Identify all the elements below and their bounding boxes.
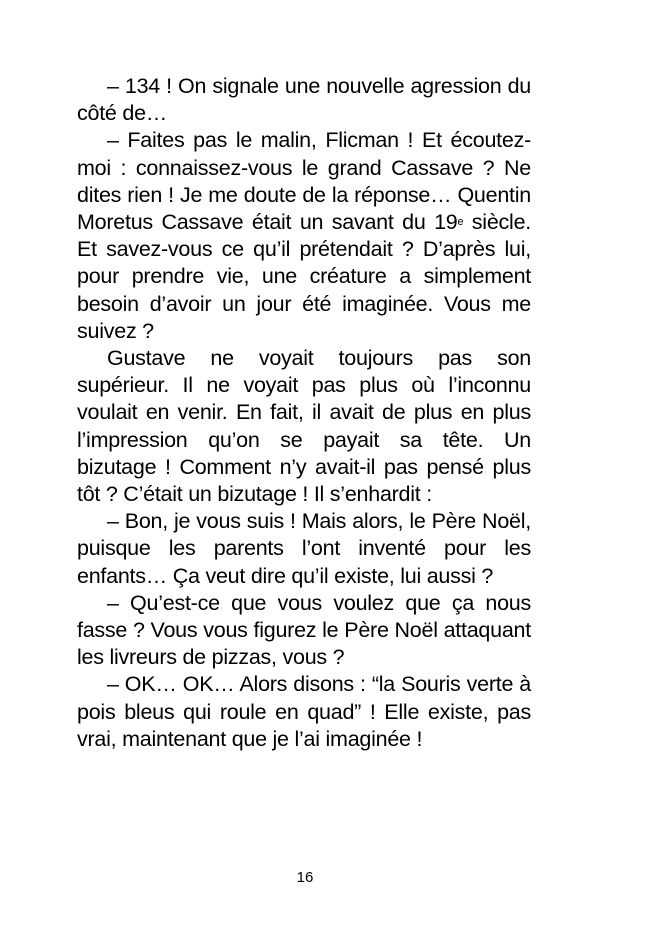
paragraph-6: – OK… OK… Alors disons : “la Souris verte à pois bleus qui roule en quad” ! Elle existe, pas vrai, maintenant que je l’ai imaginée ! xyxy=(77,672,531,751)
paragraph-2 xyxy=(77,127,531,345)
body-text xyxy=(77,73,531,753)
paragraph-1: – 134 ! On signale une nouvelle agression du côté de… xyxy=(77,74,531,126)
paragraph-2-start: – Faites pas le malin, Flicman ! Et écoutez-moi : connaissez-vous le grand Cassave ? Ne dites rien ! Je me doute de la réponse… Quentin Moretus Cassave était un savant du 19 xyxy=(77,128,531,235)
paragraph-5: – Qu’est-ce que vous voulez que ça nous fasse ? Vous vous figurez le Père Noël attaquant les livreurs de pizzas, vous ? xyxy=(77,590,531,670)
page-number: 16 xyxy=(296,869,314,886)
paragraph-3: Gustave ne voyait toujours pas son supérieur. Il ne voyait pas plus où l’inconnu voulait en venir. En fait, il avait de plus en plus l’impression qu’on se payait sa tête. Un bizutage ! Comment n’y avait-il pas pensé plus tôt ? C’était un bizutage ! Il s’enhardit : xyxy=(77,346,531,507)
century-superscript: e xyxy=(457,215,464,228)
paragraph-2-end: siècle. Et savez-vous ce qu’il prétendait ? D’après lui, pour prendre vie, une créature a simplement besoin d’avoir un jour été imaginée. Vous me suivez ? xyxy=(77,210,531,343)
paragraph-4: – Bon, je vous suis ! Mais alors, le Père Noël, puisque les parents l’ont inventé pour les enfants… Ça veut dire qu’il existe, lui aussi ? xyxy=(77,509,531,588)
